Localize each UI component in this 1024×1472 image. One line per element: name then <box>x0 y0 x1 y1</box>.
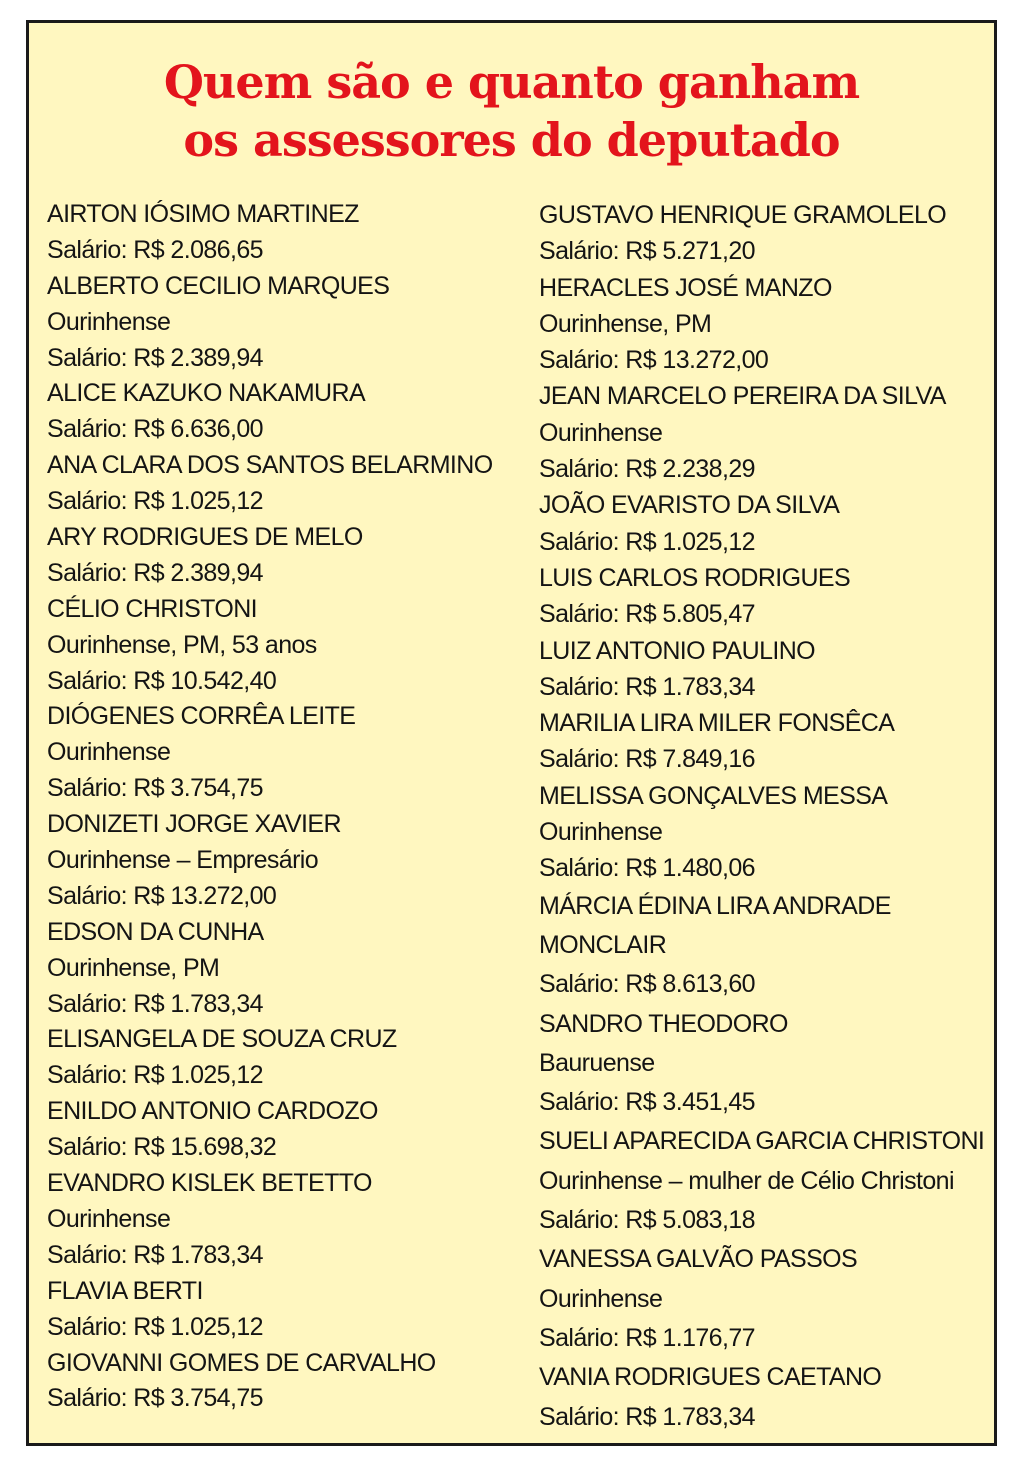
advisor-salary: Salário: R$ 3.754,75 <box>47 774 263 803</box>
advisor-entry <box>47 1274 517 1346</box>
advisor-name: MÁRCIA ÉDINA LIRA ANDRADE <box>539 891 891 920</box>
advisor-entry <box>539 1005 989 1123</box>
advisor-name: JOÃO EVARISTO DA SILVA <box>539 491 840 520</box>
advisor-entry <box>539 887 989 1005</box>
headline-line-1: Quem são e quanto ganham <box>163 55 860 109</box>
advisor-name: HERACLES JOSÉ MANZO <box>539 273 832 302</box>
advisor-entry <box>539 778 989 887</box>
advisor-details: Ourinhense <box>539 1284 663 1313</box>
advisor-salary: Salário: R$ 3.754,75 <box>47 1384 263 1413</box>
advisor-salary: Salário: R$ 13.272,00 <box>539 346 769 375</box>
advisor-salary: Salário: R$ 1.025,12 <box>47 1312 263 1341</box>
advisor-salary: Salário: R$ 1.783,34 <box>47 1240 263 1269</box>
advisors-column-right <box>539 197 989 1437</box>
advisor-name: ENILDO ANTONIO CARDOZO <box>47 1097 378 1126</box>
advisor-name: ALICE KAZUKO NAKAMURA <box>47 379 366 408</box>
advisor-name: CÉLIO CHRISTONI <box>47 594 258 623</box>
advisor-entry <box>47 699 517 807</box>
advisor-name: MARILIA LIRA MILER FONSÊCA <box>539 709 895 738</box>
advisor-entry <box>539 487 989 560</box>
advisor-entry <box>539 197 989 270</box>
advisor-entry <box>539 633 989 706</box>
advisor-name: ANA CLARA DOS SANTOS BELARMINO <box>47 451 493 480</box>
advisor-name: EDSON DA CUNHA <box>47 917 264 946</box>
advisor-details: Ourinhense <box>539 818 663 847</box>
advisor-name: VANESSA GALVÃO PASSOS <box>539 1245 858 1274</box>
advisor-entry <box>47 1166 517 1274</box>
advisor-salary: Salário: R$ 5.805,47 <box>539 600 755 629</box>
advisor-entry <box>47 1346 517 1418</box>
advisor-details: MONCLAIR <box>539 930 667 959</box>
advisor-name: DONIZETI JORGE XAVIER <box>47 810 341 839</box>
advisor-entry <box>47 376 517 448</box>
advisor-entry <box>539 378 989 487</box>
advisor-entry <box>539 1240 989 1358</box>
advisors-box <box>26 20 997 1446</box>
advisor-salary: Salário: R$ 1.025,12 <box>47 487 263 516</box>
advisor-entry <box>47 448 517 520</box>
advisor-salary: Salário: R$ 7.849,16 <box>539 745 755 774</box>
advisor-entry <box>47 807 517 915</box>
advisor-name: MELISSA GONÇALVES MESSA <box>539 781 888 810</box>
advisor-salary: Salário: R$ 6.636,00 <box>47 415 263 444</box>
advisor-details: Bauruense <box>539 1048 655 1077</box>
advisor-entry <box>539 560 989 633</box>
advisor-entry <box>539 1358 989 1437</box>
advisor-salary: Salário: R$ 1.783,34 <box>539 672 755 701</box>
advisor-entry <box>539 1122 989 1240</box>
advisor-entry <box>47 915 517 1023</box>
advisor-details: Ourinhense, PM, 53 anos <box>47 630 317 659</box>
advisor-name: VANIA RODRIGUES CAETANO <box>539 1363 882 1392</box>
advisor-salary: Salário: R$ 1.025,12 <box>47 1061 263 1090</box>
advisor-salary: Salário: R$ 5.083,18 <box>539 1206 755 1235</box>
advisor-details: Ourinhense – mulher de Célio Christoni <box>539 1166 954 1195</box>
advisor-details: Ourinhense, PM <box>47 953 220 982</box>
advisor-name: EVANDRO KISLEK BETETTO <box>47 1169 372 1198</box>
advisor-details: Ourinhense – Empresário <box>47 846 319 875</box>
advisor-details: Ourinhense <box>47 738 171 767</box>
advisor-name: LUIZ ANTONIO PAULINO <box>539 636 816 665</box>
advisor-salary: Salário: R$ 1.176,77 <box>539 1323 755 1352</box>
advisor-name: ELISANGELA DE SOUZA CRUZ <box>47 1025 397 1054</box>
advisor-salary: Salário: R$ 8.613,60 <box>539 970 755 999</box>
advisor-details: Ourinhense <box>47 1204 171 1233</box>
advisors-column-left <box>47 197 517 1417</box>
advisor-salary: Salário: R$ 1.783,34 <box>539 1402 755 1431</box>
advisor-salary: Salário: R$ 2.238,29 <box>539 455 755 484</box>
advisor-entry <box>539 270 989 379</box>
advisor-entry <box>47 197 517 269</box>
advisor-salary: Salário: R$ 1.783,34 <box>47 989 263 1018</box>
headline-line-2: os assessores do deputado <box>183 113 840 167</box>
advisor-entry <box>47 269 517 377</box>
advisor-salary: Salário: R$ 2.389,94 <box>47 343 263 372</box>
advisor-name: SUELI APARECIDA GARCIA CHRISTONI <box>539 1127 985 1156</box>
advisor-salary: Salário: R$ 2.086,65 <box>47 235 263 264</box>
advisor-name: GIOVANNI GOMES DE CARVALHO <box>47 1348 436 1377</box>
advisor-name: DIÓGENES CORRÊA LEITE <box>47 702 356 731</box>
headline <box>29 53 994 169</box>
advisor-details: Ourinhense, PM <box>539 309 712 338</box>
advisor-details: Ourinhense <box>539 418 663 447</box>
advisor-entry <box>539 705 989 778</box>
advisor-salary: Salário: R$ 15.698,32 <box>47 1133 277 1162</box>
advisor-name: SANDRO THEODORO <box>539 1009 788 1038</box>
advisor-details: Ourinhense <box>47 307 171 336</box>
advisor-salary: Salário: R$ 1.480,06 <box>539 854 755 883</box>
advisor-salary: Salário: R$ 3.451,45 <box>539 1088 755 1117</box>
advisor-name: FLAVIA BERTI <box>47 1276 203 1305</box>
advisor-name: GUSTAVO HENRIQUE GRAMOLELO <box>539 201 947 229</box>
advisor-name: ARY RODRIGUES DE MELO <box>47 523 363 552</box>
advisor-salary: Salário: R$ 5.271,20 <box>539 237 755 266</box>
advisor-name: AIRTON IÓSIMO MARTINEZ <box>47 200 359 228</box>
advisor-entry <box>47 592 517 700</box>
advisor-name: JEAN MARCELO PEREIRA DA SILVA <box>539 382 946 411</box>
advisor-salary: Salário: R$ 10.542,40 <box>47 666 277 695</box>
advisor-salary: Salário: R$ 2.389,94 <box>47 558 263 587</box>
advisor-name: ALBERTO CECILIO MARQUES <box>47 271 390 300</box>
advisor-entry <box>47 1094 517 1166</box>
advisor-salary: Salário: R$ 13.272,00 <box>47 881 277 910</box>
advisor-entry <box>47 1022 517 1094</box>
advisor-name: LUIS CARLOS RODRIGUES <box>539 563 851 592</box>
advisor-entry <box>47 520 517 592</box>
advisor-salary: Salário: R$ 1.025,12 <box>539 527 755 556</box>
